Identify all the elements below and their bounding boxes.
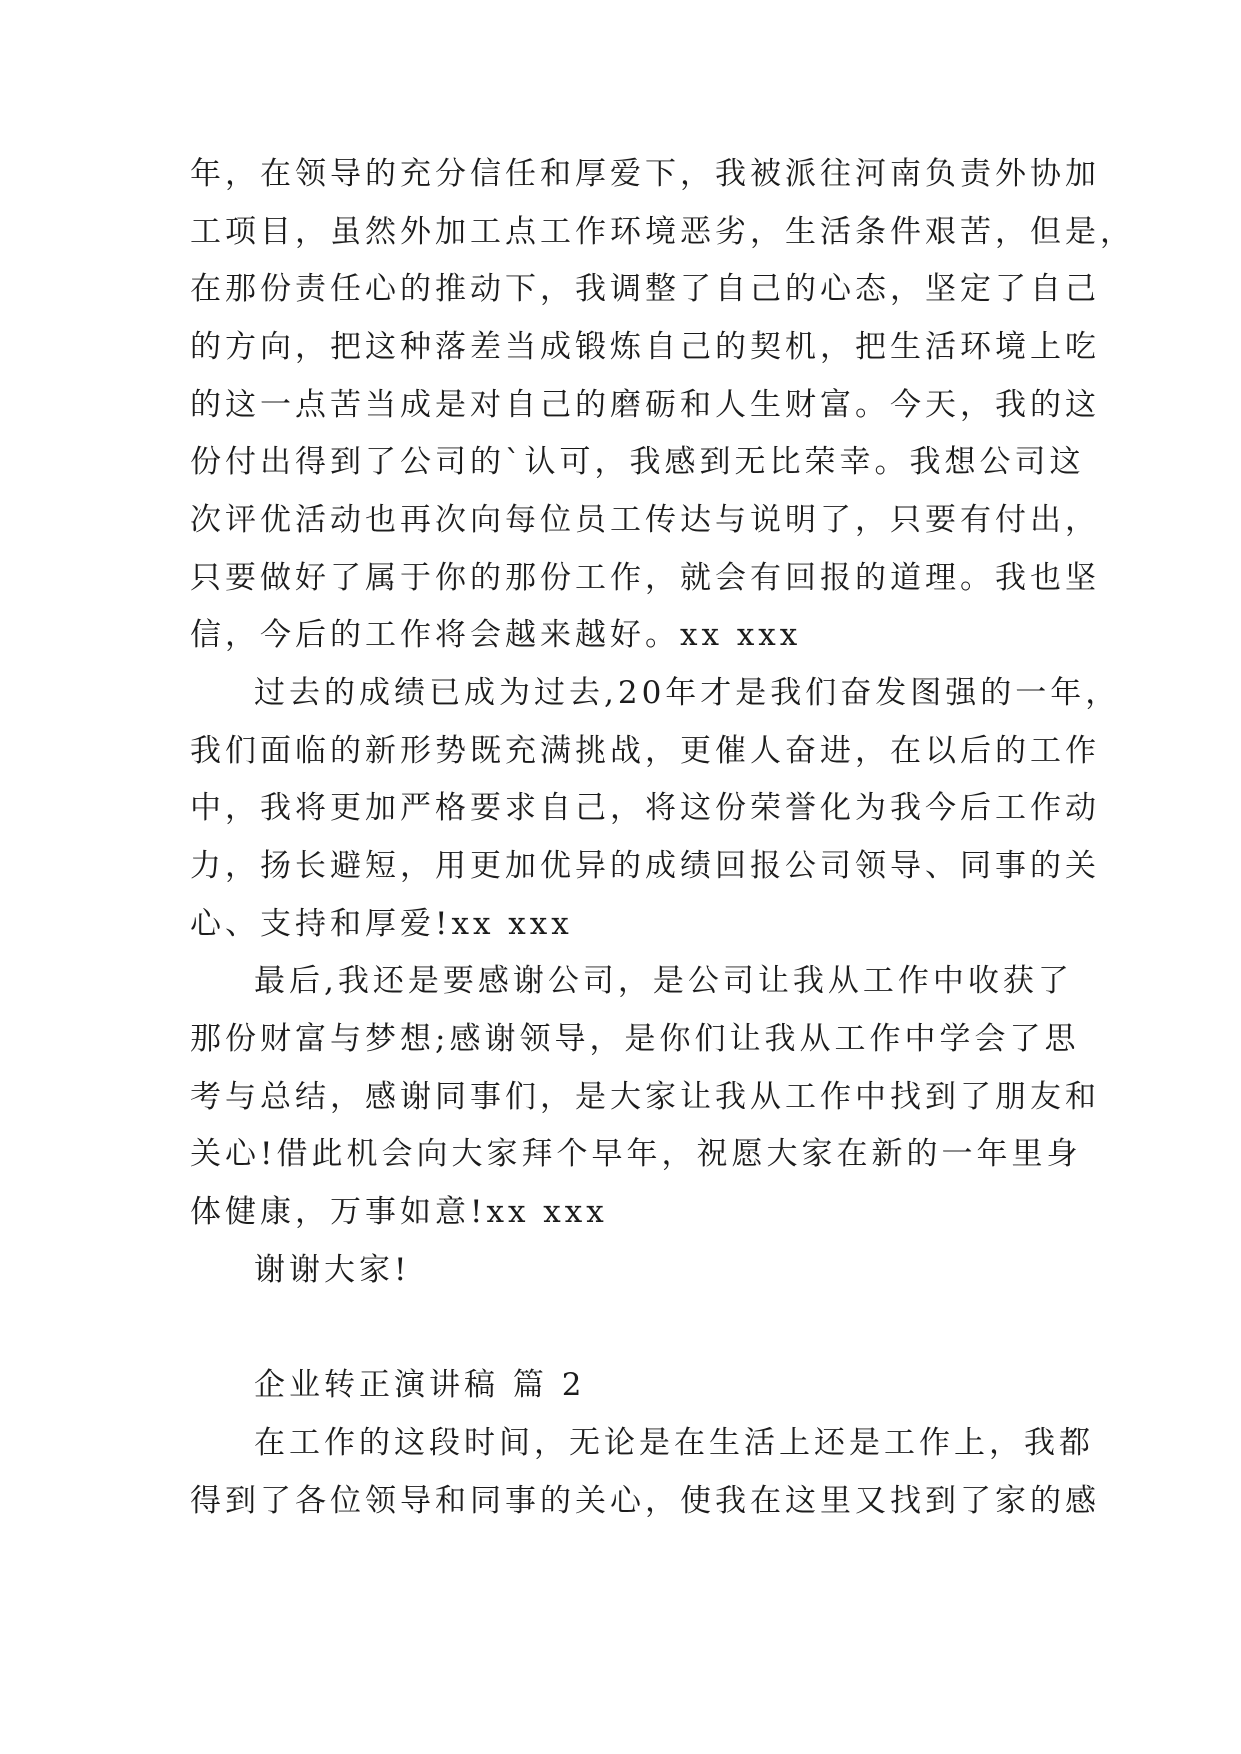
text-line: 次评优活动也再次向每位员工传达与说明了，只要有付出， <box>190 502 1100 538</box>
section-heading: 企业转正演讲稿 篇 2 <box>254 1367 586 1403</box>
paragraph-start-line: 过去的成绩已成为过去,20年才是我们奋发图强的一年， <box>254 675 1121 711</box>
text-line: 心、支持和厚爱!xx xxx <box>190 906 573 942</box>
text-line: 中，我将更加严格要求自己，将这份荣誉化为我今后工作动 <box>190 790 1100 826</box>
text-line: 信，今后的工作将会越来越好。xx xxx <box>190 617 802 653</box>
text-line: 的方向，把这种落差当成锻炼自己的契机，把生活环境上吃 <box>190 329 1100 365</box>
text-line: 得到了各位领导和同事的关心，使我在这里又找到了家的感 <box>190 1483 1100 1519</box>
text-line: 考与总结，感谢同事们，是大家让我从工作中找到了朋友和 <box>190 1079 1100 1115</box>
paragraph-start-line: 在工作的这段时间，无论是在生活上还是工作上，我都 <box>254 1425 1094 1461</box>
text-line: 关心!借此机会向大家拜个早年，祝愿大家在新的一年里身 <box>190 1136 1082 1172</box>
text-line: 在那份责任心的推动下，我调整了自己的心态，坚定了自己 <box>190 271 1100 307</box>
text-line: 我们面临的新形势既充满挑战，更催人奋进，在以后的工作 <box>190 733 1100 769</box>
text-line: 只要做好了属于你的那份工作，就会有回报的道理。我也坚 <box>190 560 1100 596</box>
text-line: 年，在领导的充分信任和厚爱下，我被派往河南负责外协加 <box>190 156 1100 192</box>
text-line: 力，扬长避短，用更加优异的成绩回报公司领导、同事的关 <box>190 848 1100 884</box>
text-line: 的这一点苦当成是对自己的磨砺和人生财富。今天，我的这 <box>190 387 1100 423</box>
text-line: 工项目，虽然外加工点工作环境恶劣，生活条件艰苦，但是， <box>190 214 1135 250</box>
paragraph-start-line: 最后,我还是要感谢公司，是公司让我从工作中收获了 <box>254 963 1073 999</box>
text-line: 体健康，万事如意!xx xxx <box>190 1194 608 1230</box>
text-line: 份付出得到了公司的`认可，我感到无比荣幸。我想公司这 <box>190 444 1085 480</box>
text-line: 那份财富与梦想;感谢领导，是你们让我从工作中学会了思 <box>190 1021 1080 1057</box>
closing-line: 谢谢大家! <box>254 1252 411 1288</box>
